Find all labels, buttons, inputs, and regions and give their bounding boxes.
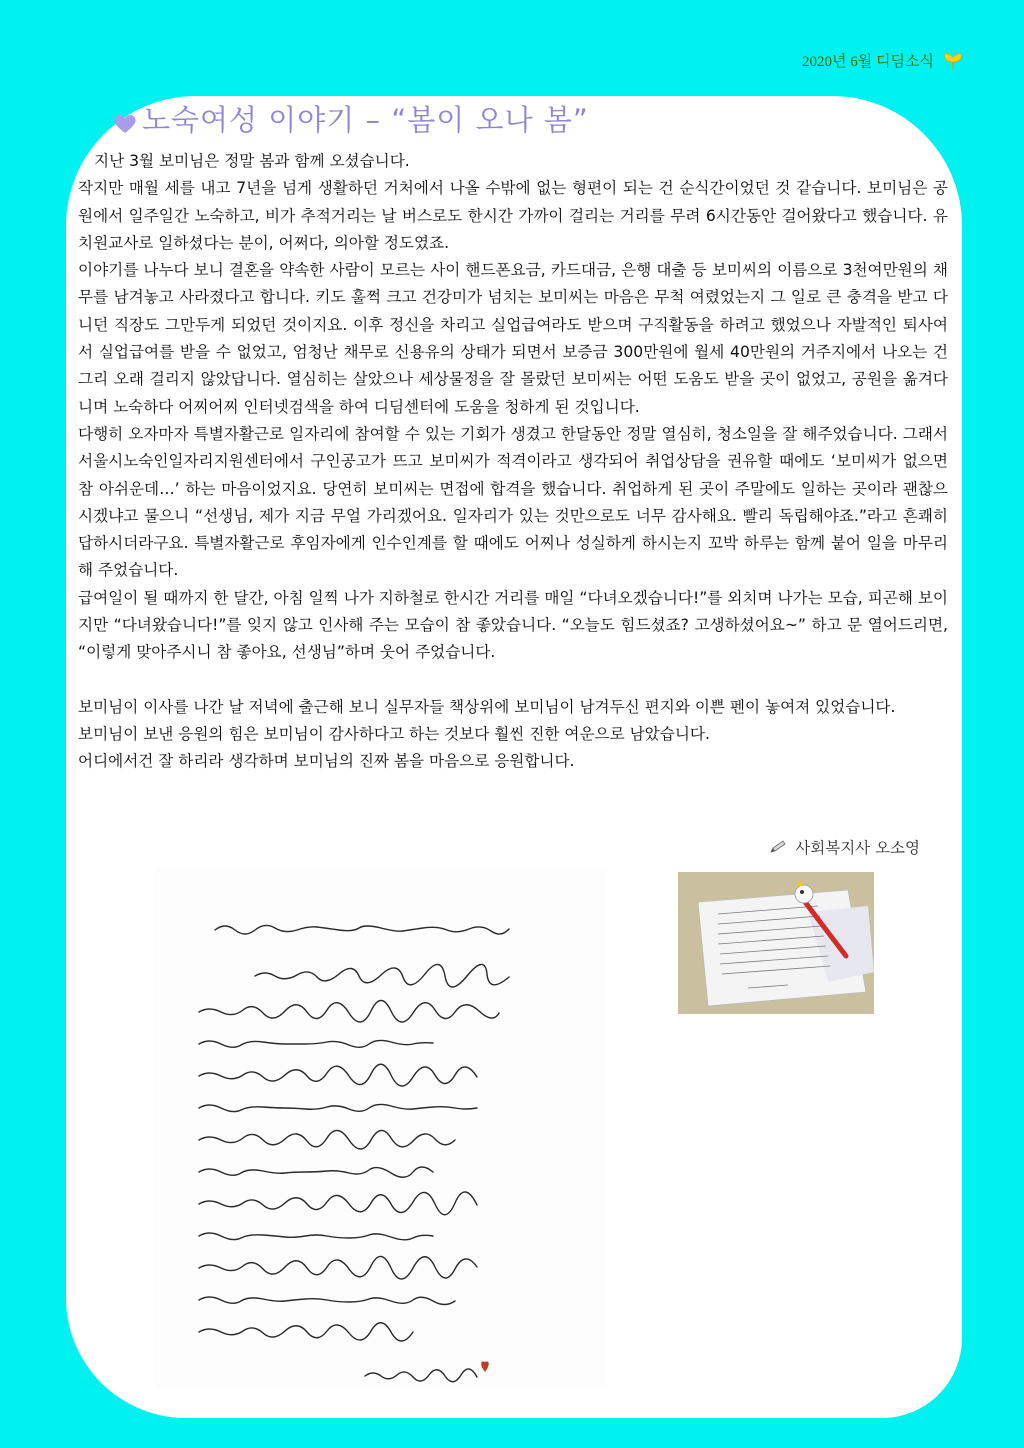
- issue-label: 2020년 6월 디딤소식: [802, 54, 934, 70]
- article-title: [112, 98, 589, 139]
- heart-icon: [112, 108, 138, 130]
- handwritten-letter-image: [155, 868, 607, 1388]
- paragraph: 보미님이 이사를 나간 날 저녁에 출근해 보니 실무자들 책상위에 보미님이 남겨두신 편지와 이쁜 펜이 놓여져 있었습니다.: [78, 697, 896, 716]
- letter-and-pen-photo: [678, 872, 874, 1014]
- author-signature: [769, 836, 920, 858]
- ginkgo-leaf-icon: [942, 52, 964, 70]
- paragraph: 작지만 매월 세를 내고 7년을 넘게 생활하던 거처에서 나올 수밖에 없는 형편이 되는 건 순식간이었던 것 같습니다. 보미님은 공원에서 일주일간 노숙하고, 비가 추적거리는 날 버스로도 한시간 가까이 걸리는 거리를 무려 6시간동안 걸어왔다고 했습니다. 유치원교사로 일하셨다는 분이, 어쩌다, 의아할 정도였죠.: [78, 179, 948, 252]
- paragraph: 이야기를 나누다 보니 결혼을 약속한 사람이 모르는 사이 핸드폰요금, 카드대금, 은행 대출 등 보미씨의 이름으로 3천여만원의 채무를 남겨놓고 사라졌다고 합니다. 키도 훌쩍 크고 건강미가 넘치는 보미씨는 마음은 무척 여렸었는지 그 일로 큰 충격을 받고 다니던 직장도 그만두게 되었던 것이지요. 이후 정신을 차리고 실업급여라도 받으며 구직활동을 하려고 했었으나 자발적인 퇴사여서 실업급여를 받을 수 없었고, 엄청난 채무로 신용유의 상태가 되면서 보증금 300만원에 월세 40만원의 거주지에서 나오는 건 그리 오래 걸리지 않았답니다. 열심히는 살았으나 세상물정을 잘 몰랐던 보미씨는 어떤 도움도 받을 곳이 없었고, 공원을 옮겨다니며 노숙하다 어찌어찌 인터넷검색을 하여 디딤센터에 도움을 청하게 된 것입니다.: [78, 261, 948, 416]
- article-title-text: 노숙여성 이야기 – “봄이 오나 봄”: [142, 103, 589, 137]
- article-body: [78, 148, 948, 776]
- paragraph-spacer: [78, 667, 948, 694]
- author-name: 사회복지사 오소영: [795, 839, 920, 857]
- paragraph: 급여일이 될 때까지 한 달간, 아침 일찍 나가 지하철로 한시간 거리를 매일 “다녀오겠습니다!”를 외치며 나가는 모습, 피곤해 보이지만 “다녀왔습니다!”를 잊지 않고 인사해 주는 모습이 참 좋았습니다. “오늘도 힘드셨죠? 고생하셨어요~” 하고 문 열어드리면, “이렇게 맞아주시니 참 좋아요, 선생님”하며 웃어 주었습니다.: [78, 588, 948, 662]
- paragraph: 다행히 오자마자 특별자활근로 일자리에 참여할 수 있는 기회가 생겼고 한달동안 정말 열심히, 청소일을 잘 해주었습니다. 그래서 서울시노숙인일자리지원센터에서 구인공고가 뜨고 보미씨가 적격이라고 생각되어 취업상담을 권유할 때에도 ‘보미씨가 없으면 참 아쉬운데…’ 하는 마음이었지요. 당연히 보미씨는 면접에 합격을 했습니다. 취업하게 된 곳이 주말에도 일하는 곳이라 괜찮으시겠냐고 물으니 “선생님, 제가 지금 무얼 가리겠어요. 일자리가 있는 것만으로도 너무 감사해요. 빨리 독립해야죠.”라고 흔쾌히 답하시더라구요. 특별자활근로 후임자에게 인수인계를 할 때에도 어찌나 성실하게 하시는지 꼬박 하루는 함께 붙어 일을 마무리해 주었습니다.: [78, 424, 948, 580]
- pencil-icon: [769, 840, 787, 854]
- paragraph: 어디에서건 잘 하리라 생각하며 보미님의 진짜 봄을 마음으로 응원합니다.: [78, 752, 575, 771]
- newsletter-header: [802, 50, 964, 71]
- paragraph: 보미님이 보낸 응원의 힘은 보미님이 감사하다고 하는 것보다 훨씬 진한 여운으로 남았습니다.: [78, 724, 710, 743]
- paragraph: 지난 3월 보미님은 정말 봄과 함께 오셨습니다.: [94, 152, 410, 170]
